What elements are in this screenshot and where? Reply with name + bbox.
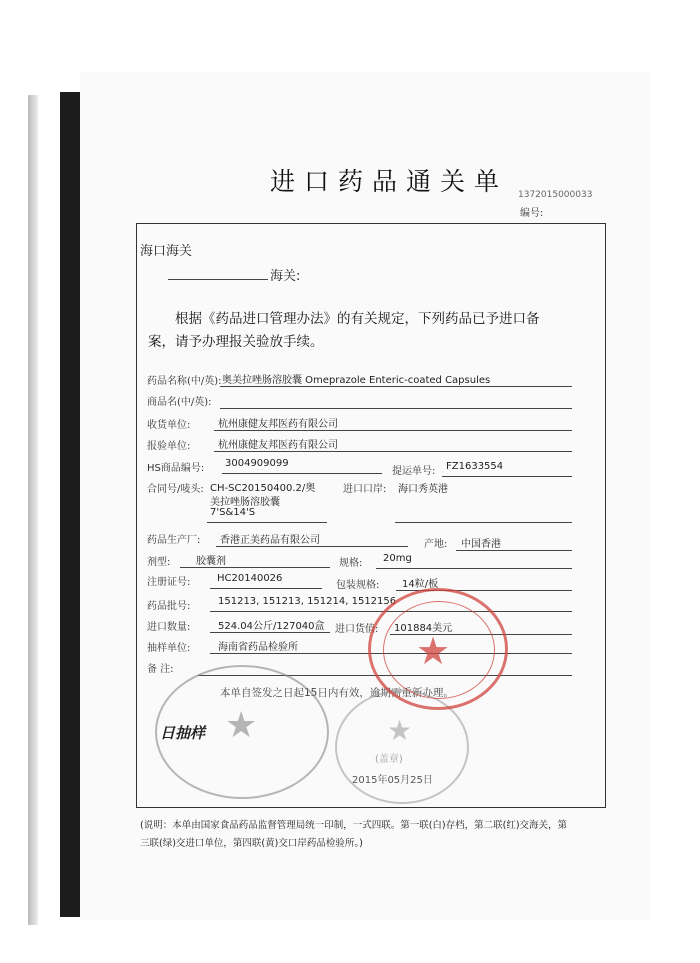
inspection-applicant-value: 杭州康健友邦医药有限公司 <box>218 440 338 451</box>
notice-line-2: 案，请予办理报关验放手续。 <box>148 334 324 350</box>
consignee-label: 收货单位: <box>147 420 191 431</box>
contract-value-line-1: CH-SC20150400.2/奥 <box>210 483 316 494</box>
document-title: 进口药品通关单 <box>270 167 509 196</box>
red-customs-stamp <box>368 588 508 710</box>
scan-edge <box>60 92 80 917</box>
validity-statement: 本单自签发之日起15日内有效，逾期需重新办理。 <box>220 687 454 699</box>
registration-value: HC20140026 <box>217 573 283 584</box>
bill-no-value: FZ1633554 <box>446 461 504 472</box>
dosage-form-value: 胶囊剂 <box>196 556 226 567</box>
seal-label: (盖章) <box>375 754 403 765</box>
contract-value-line-3: 7'S&14'S <box>210 507 256 518</box>
contract-line <box>207 522 327 523</box>
serial-number: 1372015000033 <box>518 190 593 200</box>
star-icon: ★ <box>387 714 413 747</box>
consignee-line <box>214 430 572 431</box>
customs-suffix: 海关: <box>270 269 301 284</box>
spec-value: 20mg <box>383 553 412 564</box>
sampler-label: 抽样单位: <box>147 643 191 654</box>
trade-name-label: 商品名(中/英): <box>147 397 212 408</box>
footnote-line-2: 三联(绿)交进口单位，第四联(黄)交口岸药品检验所。) <box>140 838 363 849</box>
dosage-form-label: 剂型: <box>147 557 171 568</box>
value-value: 101884美元 <box>394 623 453 634</box>
registration-label: 注册证号: <box>147 577 191 588</box>
manufacturer-line <box>216 546 408 547</box>
value-label: 进口货值: <box>335 624 379 635</box>
spec-label: 规格: <box>339 558 363 569</box>
customs-blank-line <box>168 279 268 280</box>
origin-value: 中国香港 <box>461 539 501 550</box>
hs-code-value: 3004909099 <box>225 458 289 469</box>
quantity-line <box>210 632 330 633</box>
port-value: 海口秀英港 <box>398 484 448 495</box>
batch-label: 药品批号: <box>147 601 191 612</box>
inspection-applicant-label: 报验单位: <box>147 441 191 452</box>
port-label: 进口口岸: <box>343 484 387 495</box>
drug-name-line <box>220 386 572 387</box>
port-line <box>395 522 572 523</box>
customs-header: 海口海关 <box>140 244 193 259</box>
drug-name-label: 药品名称(中/英): <box>147 376 222 387</box>
issue-date: 2015年05月25日 <box>352 775 433 786</box>
inspection-applicant-line <box>214 451 572 452</box>
batch-value: 151213, 151213, 151214, 1512156 <box>218 596 397 607</box>
bill-no-line <box>442 476 572 477</box>
star-icon: ★ <box>225 705 258 746</box>
origin-line <box>456 550 572 551</box>
contract-value-line-2: 美拉唑肠溶胶囊 <box>210 497 280 508</box>
star-icon: ★ <box>416 629 451 673</box>
quantity-label: 进口数量: <box>147 622 191 633</box>
footnote-line-1: (说明：本单由国家食品药品监督管理局统一印制，一式四联。第一联(白)存档，第二联(红)交海关，第 <box>140 820 568 831</box>
manufacturer-label: 药品生产厂: <box>147 535 201 546</box>
scan-shadow <box>28 95 38 925</box>
package-value: 14粒/板 <box>402 579 439 590</box>
contract-label: 合同号/唛头: <box>147 484 204 495</box>
handwritten-signature: 日抽样 <box>160 724 206 742</box>
manufacturer-value: 香港正美药品有限公司 <box>220 535 320 546</box>
origin-label: 产地: <box>424 539 448 550</box>
registration-line <box>210 588 322 589</box>
bill-no-label: 提运单号: <box>392 466 436 477</box>
notice-line-1: 根据《药品进口管理办法》的有关规定，下列药品已予进口备 <box>175 311 540 327</box>
serial-label: 编号: <box>520 208 544 219</box>
spec-line <box>376 568 572 569</box>
package-label: 包装规格: <box>336 580 380 591</box>
quantity-value: 524.04公斤/127040盒 <box>218 621 325 632</box>
dosage-form-line <box>180 567 330 568</box>
drug-name-value: 奥美拉唑肠溶胶囊 Omeprazole Enteric-coated Capsules <box>222 375 491 386</box>
consignee-value: 杭州康健友邦医药有限公司 <box>218 419 338 430</box>
hs-code-label: HS商品编号: <box>147 463 205 474</box>
sampler-value: 海南省药品检验所 <box>218 642 298 653</box>
trade-name-line <box>220 408 572 409</box>
hs-code-line <box>222 473 382 474</box>
remarks-label: 备 注: <box>147 664 174 675</box>
